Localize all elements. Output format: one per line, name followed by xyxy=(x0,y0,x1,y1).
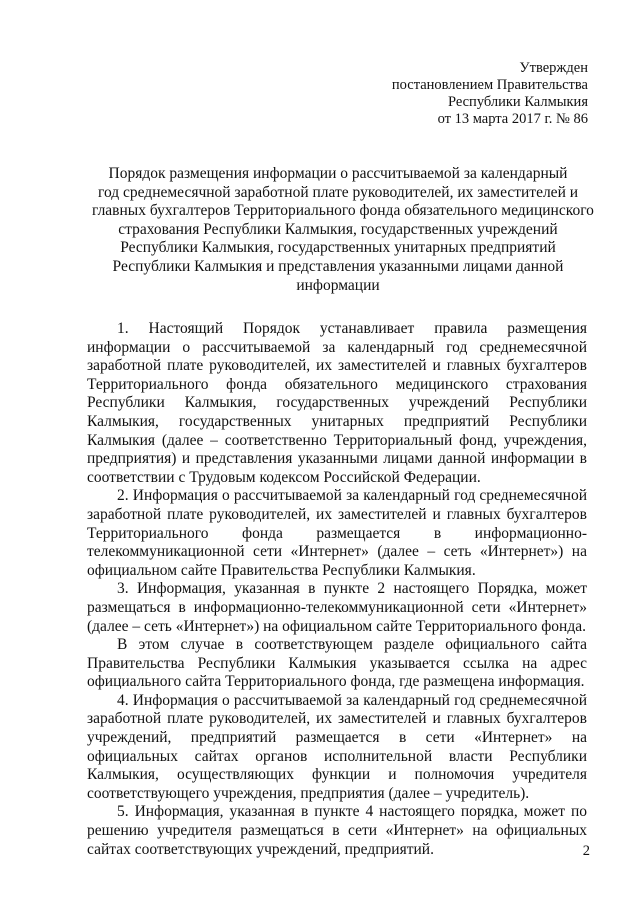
paragraph-3: 3. Информация, указанная в пункте 2 настоящего Порядка, может размещаться в информационно-телекоммуникационной сети «Интернет» (далее – сеть «Интернет») на официальном сайте Территориального фонда. xyxy=(87,580,587,635)
approval-stamp xyxy=(392,60,588,128)
approval-line: постановлением Правительства xyxy=(391,77,588,93)
paragraph-2: 2. Информация о рассчитываемой за календарный год среднемесячной заработной плате руководителей, их заместителей и главных бухгалтеров Территориального фонда размещается в информационно-телекоммуникационной сети «Интернет» (далее – сеть «Интернет») на официальном сайте Правительства Республики Калмыкия. xyxy=(87,487,587,579)
paragraph-5: 5. Информация, указанная в пункте 4 настоящего порядка, может по решению учредителя размещаться в сети «Интернет» на официальных сайтах соответствующих учреждений, предприятий. xyxy=(87,803,587,858)
approval-line: Утвержден xyxy=(519,60,588,76)
title-line: Республики Калмыкия, государственных унитарных предприятий xyxy=(120,239,556,257)
title-line: главных бухгалтеров Территориального фонда обязательного медицинского xyxy=(92,202,594,220)
approval-line: Республики Калмыкия xyxy=(447,94,588,110)
document-body xyxy=(87,320,587,859)
document-title xyxy=(92,165,594,295)
paragraph-3-note: В этом случае в соответствующем разделе официального сайта Правительства Республики Калмыкия указывается ссылка на адрес официального сайта Территориального фонда, где размещена информация. xyxy=(87,636,587,691)
title-line: страхования Республики Калмыкия, государственных учреждений xyxy=(118,220,558,238)
approval-line: от 13 марта 2017 г. № 86 xyxy=(437,111,588,127)
paragraph-1: 1. Настоящий Порядок устанавливает правила размещения информации о рассчитываемой за календарный год среднемесячной заработной плате руководителей, их заместителей и главных бухгалтеров Территориального фонда обязательного медицинского страхования Республики Калмыкия, государственных учреждений Республики Калмыкия, государственных унитарных предприятий Республики Калмыкия (далее – соответственно Территориальный фонд, учреждения, предприятия) и представления указанными лицами данной информации в соответствии с Трудовым кодексом Российской Федерации. xyxy=(87,320,587,486)
title-line: Республики Калмыкия и представления указанными лицами данной xyxy=(112,257,564,275)
paragraph-4: 4. Информация о рассчитываемой за календарный год среднемесячной заработной плате руководителей, их заместителей и главных бухгалтеров учреждений, предприятий размещается в сети «Интернет» на официальных сайтах органов исполнительной власти Республики Калмыкия, осуществляющих функции и полномочия учредителя соответствующего учреждения, предприятия (далее – учредитель). xyxy=(87,691,587,802)
title-line: Порядок размещения информации о рассчитываемой за календарный xyxy=(108,165,568,182)
title-line: год среднемесячной заработной плате руководителей, их заместителей и xyxy=(97,183,579,201)
title-line: информации xyxy=(296,276,380,294)
page-number: 2 xyxy=(582,843,590,859)
